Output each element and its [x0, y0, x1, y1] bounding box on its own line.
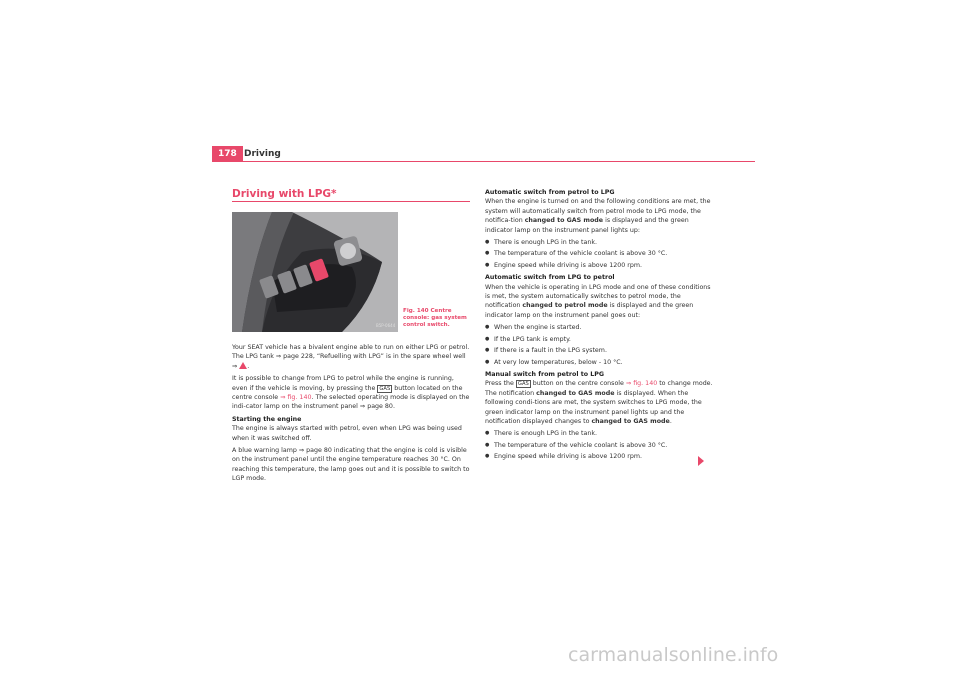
auto-lpg-paragraph: When the engine is turned on and the following conditions are met, the system will automatically switch from petrol mode to LPG mode, the notifica-tion changed to GAS mode is displayed and the green indicator lamp on the instrument panel lights up:: [485, 198, 711, 234]
switch-paragraph: It is possible to change from LPG to petrol while the engine is running, even if the vehicle is moving, by pressing the GAS button located on the centre console ⇒ fig. 140. The selected operating mode is displayed on the indi-cator lamp on the instrument panel ⇒ page 80.: [232, 375, 470, 411]
auto-lpg-heading: Automatic switch from petrol to LPG: [485, 189, 615, 196]
list-item: ● Engine speed while driving is above 1200 rpm.: [485, 261, 713, 270]
list-item: ● If there is a fault in the LPG system.: [485, 346, 713, 355]
auto-petrol-heading: Automatic switch from LPG to petrol: [485, 274, 615, 282]
starting-heading: Starting the engine: [232, 415, 302, 423]
right-column: [485, 188, 713, 465]
left-column: [232, 343, 470, 487]
list-item: ● There is enough LPG in the tank.: [485, 429, 713, 438]
figure-centre-console: [232, 212, 398, 332]
running-header: Driving: [244, 149, 281, 159]
manual-conditions: [485, 429, 713, 461]
page-number: 178: [212, 146, 243, 161]
manual-heading: Manual switch from petrol to LPG: [485, 370, 605, 378]
list-item: ● There is enough LPG in the tank.: [485, 238, 713, 247]
list-item: ● The temperature of the vehicle coolant is above 30 °C.: [485, 249, 713, 258]
figure-link[interactable]: ⇒ fig. 140: [625, 380, 658, 388]
header-rule: [212, 161, 755, 162]
gas-key: GAS: [379, 385, 391, 392]
continue-arrow-icon: [698, 456, 704, 466]
page-reference[interactable]: ⇒ page 228, “Refuelling with LPG”: [275, 353, 384, 361]
title-rule: [232, 201, 470, 202]
list-item: ● If the LPG tank is empty.: [485, 335, 713, 344]
manual-paragraph: Press the GAS button on the centre console ⇒ fig. 140 to change mode. The notification changed to GAS mode is displayed. When the following condi-tions are met, the system switches to LPG mode, the green indicator lamp on the instrument panel lights up and the notification displayed changes to changed to GAS mode.: [485, 380, 713, 425]
warning-icon: [239, 362, 247, 369]
starting-paragraph-1: The engine is always started with petrol, even when LPG was being used when it was switched off.: [232, 425, 462, 442]
list-item: ● The temperature of the vehicle coolant is above 30 °C.: [485, 441, 713, 450]
list-item: ● At very low temperatures, below - 10 °C.: [485, 358, 713, 367]
auto-petrol-paragraph: When the vehicle is operating in LPG mode and one of these conditions is met, the system automatically switches to petrol mode, the notification changed to petrol mode is displayed and the green indicator lamp on the instrument panel goes out:: [485, 283, 711, 319]
figure-code: B5P-0644: [376, 323, 396, 328]
auto-lpg-conditions: [485, 238, 713, 270]
auto-petrol-conditions: [485, 323, 713, 367]
intro-paragraph: Your SEAT vehicle has a bivalent engine able to run on either LPG or petrol. The LPG tank ⇒ page 228, “Refuelling with LPG” is in the spare wheel well ⇒ .: [232, 344, 470, 370]
starting-paragraph-2: A blue warning lamp ⇒ page 80 indicating that the engine is cold is visible on the instrument panel until the engine temperature reaches 30 °C. On reaching this temperature, the lamp goes out and it is possible to switch to LGP mode.: [232, 447, 470, 483]
list-item: ● When the engine is started.: [485, 323, 713, 332]
gas-key: GAS: [517, 381, 529, 388]
watermark: carmanualsonline.info: [568, 644, 779, 666]
section-title: Driving with LPG*: [232, 188, 337, 200]
console-photo: [232, 212, 398, 332]
list-item: ● Engine speed while driving is above 1200 rpm.: [485, 452, 713, 461]
figure-link[interactable]: ⇒ fig. 140: [280, 394, 312, 402]
figure-caption: Fig. 140 Centre console: gas system control switch.: [403, 308, 467, 328]
